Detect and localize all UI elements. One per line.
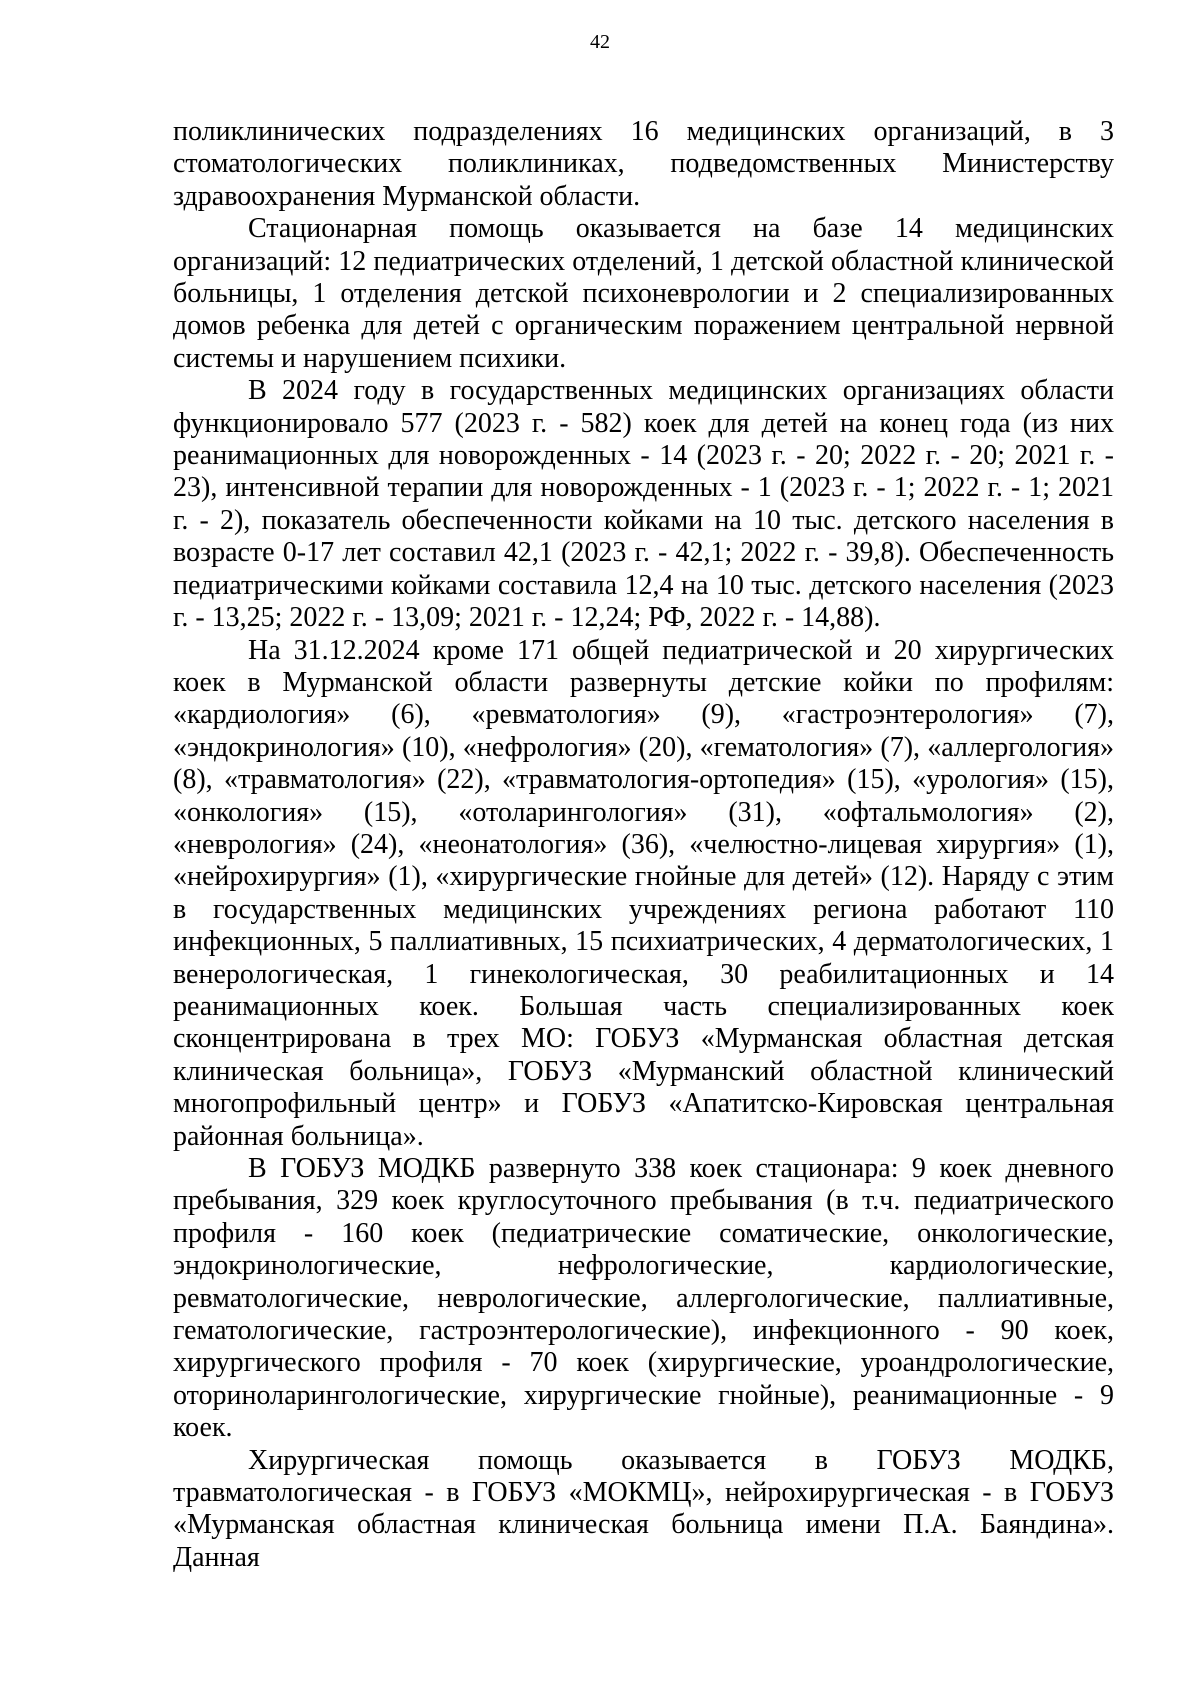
page-number: 42 bbox=[590, 31, 610, 53]
paragraph-6: Хирургическая помощь оказывается в ГОБУЗ МОДКБ, травматологическая - в ГОБУЗ «МОКМЦ», нейрохирургическая - в ГОБУЗ «Мурманская областная клиническая больница имени П.А. Баяндина». Данная bbox=[173, 1444, 1114, 1573]
paragraph-3: В 2024 году в государственных медицинских организациях области функционировало 577 (2023 г. - 582) коек для детей на конец года (из них реанимационных для новорожденных - 14 (2023 г. - 20; 2022 г. - 20; 2021 г. - 23), интенсивной терапии для новорожденных - 1 (2023 г. - 1; 2022 г. - 1; 2021 г. - 2), показатель обеспеченности койками на 10 тыс. детского населения в возрасте 0-17 лет составил 42,1 (2023 г. - 42,1; 2022 г. - 39,8). Обеспеченность педиатрическими койками составила 12,4 на 10 тыс. детского населения (2023 г. - 13,25; 2022 г. - 13,09; 2021 г. - 12,24; РФ, 2022 г. - 14,88). bbox=[173, 375, 1114, 634]
paragraph-1: поликлинических подразделениях 16 медицинских организаций, в 3 стоматологических поликлиниках, подведомственных Министерству здравоохранения Мурманской области. bbox=[173, 116, 1114, 212]
document-body bbox=[173, 116, 1114, 1574]
paragraph-5: В ГОБУЗ МОДКБ развернуто 338 коек стационара: 9 коек дневного пребывания, 329 коек круглосуточного пребывания (в т.ч. педиатрического профиля - 160 коек (педиатрические соматические, онкологические, эндокринологические, нефрологические, кардиологические, ревматологические, неврологические, аллергологические, паллиативные, гематологические, гастроэнтерологические), инфекционного - 90 коек, хирургического профиля - 70 коек (хирургические, уроандрологические, оториноларингологические, хирургические гнойные), реанимационные - 9 коек. bbox=[173, 1153, 1114, 1444]
paragraph-2: Стационарная помощь оказывается на базе 14 медицинских организаций: 12 педиатрических отделений, 1 детской областной клинической больницы, 1 отделения детской психоневрологии и 2 специализированных домов ребенка для детей с органическим поражением центральной нервной системы и нарушением психики. bbox=[173, 213, 1114, 374]
paragraph-4: На 31.12.2024 кроме 171 общей педиатрической и 20 хирургических коек в Мурманской области развернуты детские койки по профилям: «кардиология» (6), «ревматология» (9), «гастроэнтерология» (7), «эндокринология» (10), «нефрология» (20), «гематология» (7), «аллергология» (8), «травматология» (22), «травматология-ортопедия» (15), «урология» (15), «онкология» (15), «отоларингология» (31), «офтальмология» (2), «неврология» (24), «неонатология» (36), «челюстно-лицевая хирургия» (1), «нейрохирургия» (1), «хирургические гнойные для детей» (12). Наряду с этим в государственных медицинских учреждениях региона работают 110 инфекционных, 5 паллиативных, 15 психиатрических, 4 дерматологических, 1 венерологическая, 1 гинекологическая, 30 реабилитационных и 14 реанимационных коек. Большая часть специализированных коек сконцентрирована в трех МО: ГОБУЗ «Мурманская областная детская клиническая больница», ГОБУЗ «Мурманский областной клинический многопрофильный центр» и ГОБУЗ «Апатитско-Кировская центральная районная больница». bbox=[173, 634, 1114, 1152]
